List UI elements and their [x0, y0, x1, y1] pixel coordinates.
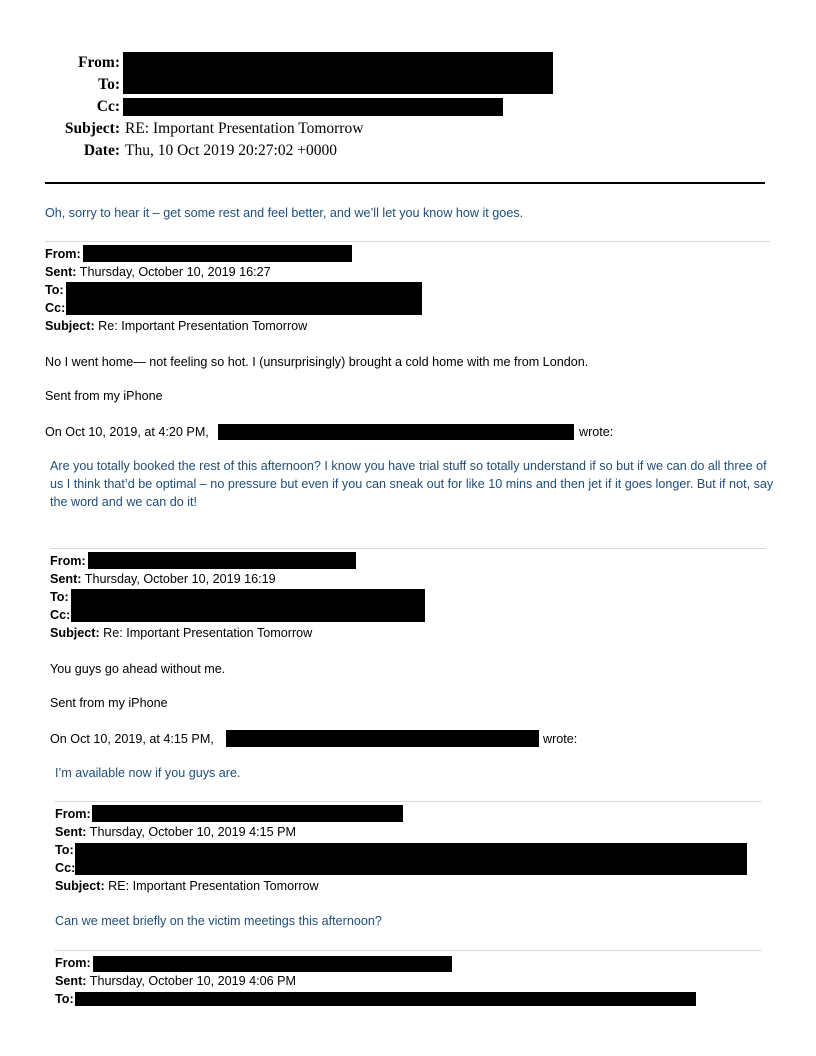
redacted-from [83, 245, 352, 262]
header-subject-label: Subject: [64, 120, 120, 137]
message6-body: Can we meet briefly on the victim meetings this afternoon? [55, 914, 382, 928]
message4-sent: Sent: Thursday, October 10, 2019 16:19 [50, 572, 276, 586]
message4-quote-suffix: wrote: [543, 732, 578, 746]
message3-body: Are you totally booked the rest of this afternoon? I know you have trial stuff so totally understand if so but if we can do all three of us I think that’d be optimal – no pressure but even if you can sneak out for like 10 mins and then jet if it goes longer. But if not, say the word and we can do it! [50, 459, 774, 509]
message4-to-label: To: [50, 590, 69, 604]
redacted-from [93, 956, 452, 972]
message2-quote-suffix: wrote: [579, 425, 614, 439]
message4-body: You guys go ahead without me. [50, 662, 226, 676]
message4-divider [50, 548, 766, 549]
redacted-sender [226, 730, 539, 747]
message4-subject: Subject: Re: Important Presentation Tomorrow [50, 626, 313, 640]
message6-sent: Sent: Thursday, October 10, 2019 4:15 PM [55, 825, 297, 839]
redacted-to-cc [71, 589, 425, 622]
header-to-label: To: [98, 76, 120, 93]
redacted-from [123, 52, 553, 74]
header-from-label: From: [78, 54, 120, 71]
message7-divider [55, 950, 761, 951]
redacted-to [75, 992, 696, 1006]
message4-signature: Sent from my iPhone [50, 696, 168, 710]
redacted-cc [123, 98, 503, 116]
header-subject-value: RE: Important Presentation Tomorrow [125, 120, 364, 137]
message2-sent: Sent: Thursday, October 10, 2019 16:27 [45, 265, 271, 279]
message6-divider [55, 801, 761, 802]
redacted-to [123, 74, 553, 94]
header-date-value: Thu, 10 Oct 2019 20:27:02 +0000 [125, 142, 337, 159]
message4-from-label: From: [50, 554, 86, 568]
redacted-to-cc [75, 843, 747, 875]
message2-divider [45, 241, 770, 242]
message5-body: I’m available now if you guys are. [55, 766, 241, 780]
redacted-to-cc [66, 282, 422, 315]
redacted-from [92, 805, 403, 822]
message2-quote-prefix: On Oct 10, 2019, at 4:20 PM, [45, 425, 209, 439]
redacted-from [88, 552, 356, 569]
message7-from-label: From: [55, 956, 91, 970]
message2-signature: Sent from my iPhone [45, 389, 163, 403]
header-divider [45, 182, 765, 184]
message2-body: No I went home— not feeling so hot. I (unsurprisingly) brought a cold home with me from London. [45, 355, 589, 369]
message2-from-label: From: [45, 247, 81, 261]
message7-sent: Sent: Thursday, October 10, 2019 4:06 PM [55, 974, 297, 988]
message2-to-label: To: [45, 283, 64, 297]
header-date-label: Date: [83, 142, 120, 159]
message2-subject: Subject: Re: Important Presentation Tomorrow [45, 319, 308, 333]
message6-cc-label: Cc: [55, 861, 76, 875]
message2-cc-label: Cc: [45, 301, 66, 315]
message6-to-label: To: [55, 843, 74, 857]
message1-body: Oh, sorry to hear it – get some rest and feel better, and we’ll let you know how it goes. [45, 206, 524, 220]
redacted-sender [218, 424, 574, 440]
message4-cc-label: Cc: [50, 608, 71, 622]
header-cc-label: Cc: [96, 98, 120, 115]
message6-subject: Subject: RE: Important Presentation Tomorrow [55, 879, 319, 893]
message4-quote-prefix: On Oct 10, 2019, at 4:15 PM, [50, 732, 214, 746]
message7-to-label: To: [55, 992, 74, 1006]
message6-from-label: From: [55, 807, 91, 821]
